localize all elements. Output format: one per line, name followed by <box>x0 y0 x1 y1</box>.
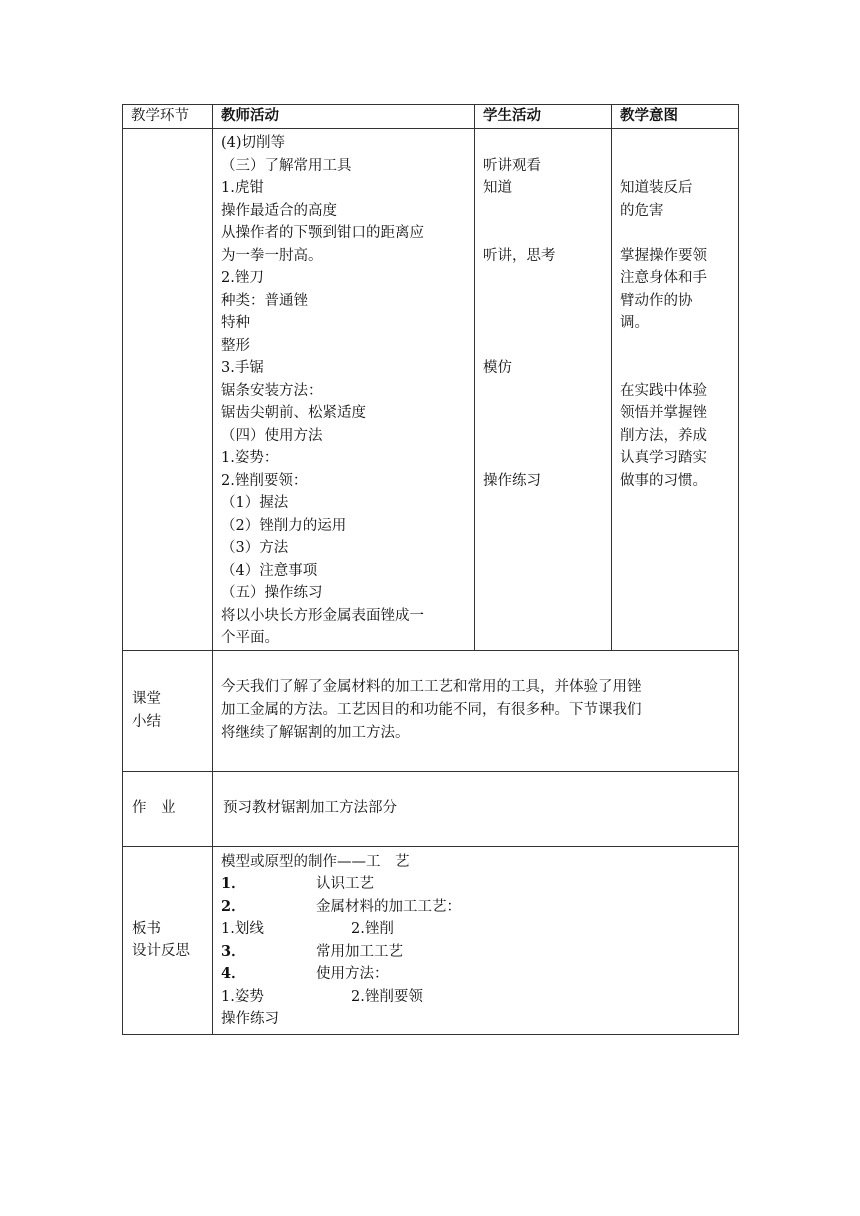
board-title: 模型或原型的制作——工 艺 <box>221 853 410 870</box>
summary-line: 将继续了解锯割的加工方法。 <box>221 725 410 741</box>
summary-label <box>123 650 213 771</box>
teacher-line: 1.姿势： <box>221 450 279 466</box>
teacher-line: （2）锉削力的运用 <box>221 517 347 534</box>
student-line: 听讲观看 <box>483 157 541 174</box>
teacher-line: 整形 <box>221 337 250 354</box>
teacher-line: （四）使用方法 <box>221 427 323 444</box>
board-text: 常用加工工艺 <box>316 943 403 960</box>
intent-line: 做事的习惯。 <box>620 472 707 489</box>
intent-line: 知道装反后 <box>620 180 693 196</box>
intent-line: 掌握操作要领 <box>620 247 707 264</box>
header-student: 学生活动 <box>475 105 612 129</box>
board-item-2 <box>221 896 738 919</box>
intent-line: 的危害 <box>620 202 664 219</box>
intent-line: 注意身体和手 <box>620 270 707 286</box>
board-num: 1． <box>221 875 246 892</box>
teacher-line: 将以小块长方形金属表面锉成一 <box>221 607 424 624</box>
teacher-line: 2.锉刀 <box>221 270 264 286</box>
lesson-plan-table <box>122 104 739 1035</box>
summary-label-line2: 小结 <box>132 713 161 730</box>
board-text: 金属材料的加工工艺： <box>316 898 461 915</box>
board-row <box>123 846 739 1034</box>
intent-line: 削方法，养成 <box>620 427 707 444</box>
board-last: 操作练习 <box>221 1011 279 1027</box>
teacher-line: 为一拳一肘高。 <box>221 247 323 264</box>
board-label-line2: 设计反思 <box>132 943 190 959</box>
teacher-line: （三）了解常用工具 <box>221 157 352 174</box>
header-teacher: 教师活动 <box>213 105 475 129</box>
teacher-line: 3.手锯 <box>221 360 264 376</box>
teacher-activity-cell <box>213 129 475 651</box>
student-activity-cell <box>475 129 612 651</box>
header-row <box>123 105 739 129</box>
board-item-1 <box>221 873 738 896</box>
board-text: 使用方法： <box>316 966 389 982</box>
header-stage: 教学环节 <box>123 105 213 129</box>
board-num: 4． <box>221 965 246 982</box>
board-sub: 2.锉削要领 <box>351 988 423 1005</box>
board-label-line1: 板书 <box>132 920 161 937</box>
board-sub: 1.划线 <box>221 921 264 937</box>
teacher-line: 锯齿尖朝前、松紧适度 <box>221 405 366 421</box>
student-line: 听讲，思考 <box>483 247 556 264</box>
teacher-line: 种类：普通锉 <box>221 292 308 309</box>
teacher-line: 特种 <box>221 315 250 331</box>
board-subitems-a <box>221 918 738 941</box>
board-text: 认识工艺 <box>316 876 374 892</box>
homework-label: 作 业 <box>123 771 213 846</box>
student-line: 知道 <box>483 180 512 196</box>
intent-cell <box>612 129 739 651</box>
board-sub: 2.锉削 <box>351 921 394 937</box>
stage-cell-empty <box>123 129 213 651</box>
teacher-line: （1）握法 <box>221 495 289 511</box>
teacher-line: 1.虎钳 <box>221 180 264 196</box>
board-sub: 1.姿势 <box>221 988 264 1005</box>
activity-row <box>123 129 739 651</box>
board-subitems-b <box>221 986 738 1009</box>
teacher-line: 锯条安装方法： <box>221 382 323 399</box>
teacher-line: 从操作者的下颚到钳口的距离应 <box>221 225 424 241</box>
header-intent: 教学意图 <box>612 105 739 129</box>
homework-row <box>123 771 739 846</box>
summary-line: 加工金属的方法。工艺因目的和功能不同，有很多种。下节课我们 <box>221 702 642 718</box>
teacher-line: 2.锉削要领： <box>221 472 308 489</box>
student-line: 模仿 <box>483 360 512 376</box>
intent-line: 认真学习踏实 <box>620 450 707 466</box>
student-line: 操作练习 <box>483 472 541 489</box>
teacher-line: （3）方法 <box>221 540 289 556</box>
summary-label-line1: 课堂 <box>132 691 161 707</box>
teacher-line: （4）注意事项 <box>221 562 318 579</box>
summary-line: 今天我们了解了金属材料的加工工艺和常用的工具，并体验了用锉 <box>221 679 642 695</box>
board-item-3 <box>221 941 738 964</box>
intent-line: 领悟并掌握锉 <box>620 405 707 421</box>
teacher-line: 操作最适合的高度 <box>221 202 337 219</box>
intent-line: 在实践中体验 <box>620 382 707 399</box>
board-content <box>213 846 739 1034</box>
board-item-4 <box>221 963 738 986</box>
summary-content <box>213 650 739 771</box>
summary-row <box>123 650 739 771</box>
teacher-line: (4)切削等 <box>221 135 286 151</box>
teacher-line: 个平面。 <box>221 630 279 646</box>
intent-line: 臂动作的协 <box>620 292 693 309</box>
teacher-line: （五）操作练习 <box>221 585 323 601</box>
board-label <box>123 846 213 1034</box>
homework-content: 预习教材锯割加工方法部分 <box>213 771 739 846</box>
intent-line: 调。 <box>620 315 649 331</box>
board-num: 3． <box>221 942 246 960</box>
board-num: 2． <box>221 897 246 915</box>
